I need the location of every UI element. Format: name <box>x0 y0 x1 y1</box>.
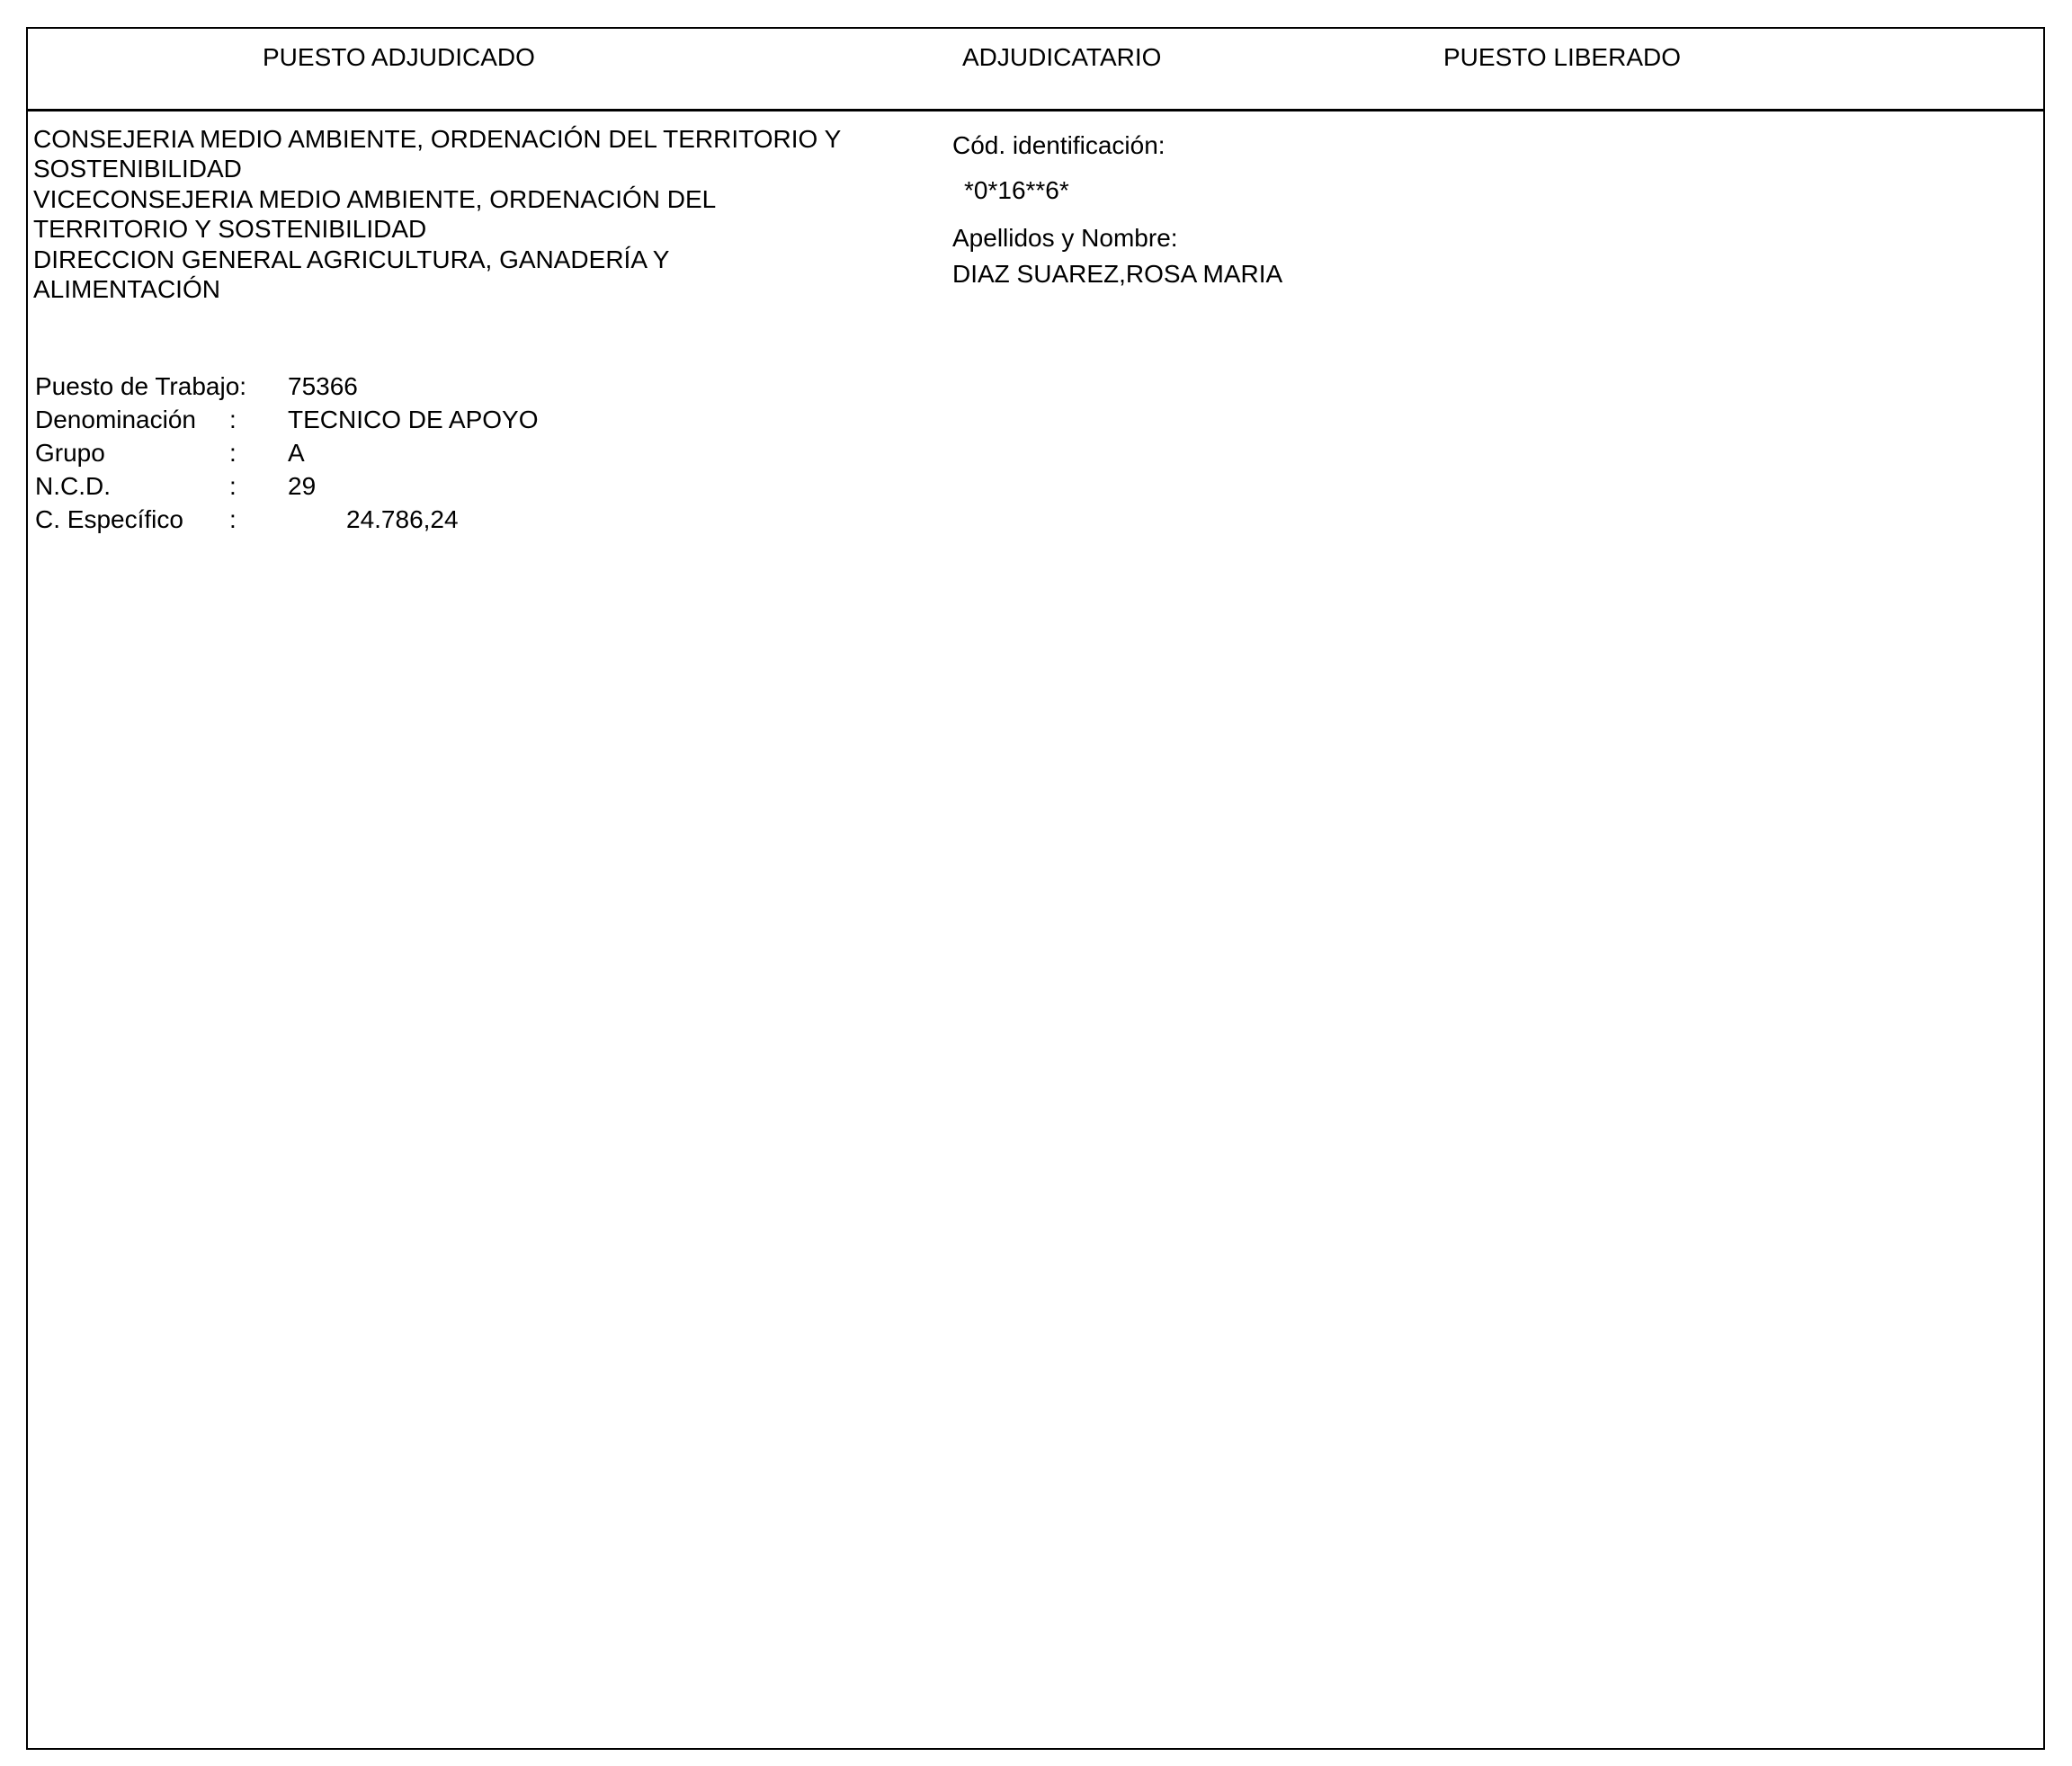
detail-label: C. Específico <box>35 505 183 533</box>
table-header-row <box>28 29 2043 111</box>
detail-label: N.C.D. <box>35 472 111 500</box>
organization-line: SOSTENIBILIDAD <box>33 155 242 183</box>
detail-value: TECNICO DE APOYO <box>288 406 539 433</box>
apellidos-nombre-label: Apellidos y Nombre: <box>952 224 1178 252</box>
detail-colon: : <box>229 472 237 500</box>
detail-label: Puesto de Trabajo: <box>35 372 247 400</box>
detail-colon: : <box>229 505 237 533</box>
detail-value: 29 <box>288 472 317 500</box>
cod-identificacion-label: Cód. identificación: <box>952 131 1166 159</box>
detail-colon: : <box>229 406 237 433</box>
column-header-puesto-liberado: PUESTO LIBERADO <box>1443 43 1682 71</box>
detail-value: A <box>288 439 305 467</box>
column-header-puesto-adjudicado: PUESTO ADJUDICADO <box>263 43 535 71</box>
detail-value: 75366 <box>288 372 358 400</box>
detail-value: 24.786,24 <box>346 505 459 533</box>
organization-line: VICECONSEJERIA MEDIO AMBIENTE, ORDENACIÓN DEL <box>33 184 717 213</box>
detail-row-c-especifico <box>35 503 934 536</box>
organization-line: ALIMENTACIÓN <box>33 275 220 304</box>
organization-line: TERRITORIO Y SOSTENIBILIDAD <box>33 215 427 244</box>
detail-row-denominacion <box>35 403 934 436</box>
detail-row-ncd <box>35 469 934 503</box>
apellidos-nombre-value: DIAZ SUAREZ,ROSA MARIA <box>952 260 1283 288</box>
organization-line: DIRECCION GENERAL AGRICULTURA, GANADERÍA Y <box>33 245 670 273</box>
post-details <box>35 370 934 536</box>
detail-row-grupo <box>35 436 934 469</box>
organization-line: CONSEJERIA MEDIO AMBIENTE, ORDENACIÓN DEL TERRITORIO Y <box>33 125 842 153</box>
puesto-liberado-area <box>1443 130 1983 490</box>
organization-hierarchy <box>33 124 946 304</box>
column-header-adjudicatario: ADJUDICATARIO <box>962 43 1162 71</box>
detail-colon <box>229 370 288 403</box>
document-frame <box>26 27 2045 1750</box>
detail-label: Denominación <box>35 406 196 433</box>
detail-label: Grupo <box>35 439 105 467</box>
detail-row-puesto-de-trabajo <box>35 370 934 403</box>
cod-identificacion-value: *0*16**6* <box>964 176 1069 204</box>
detail-colon: : <box>229 439 237 467</box>
